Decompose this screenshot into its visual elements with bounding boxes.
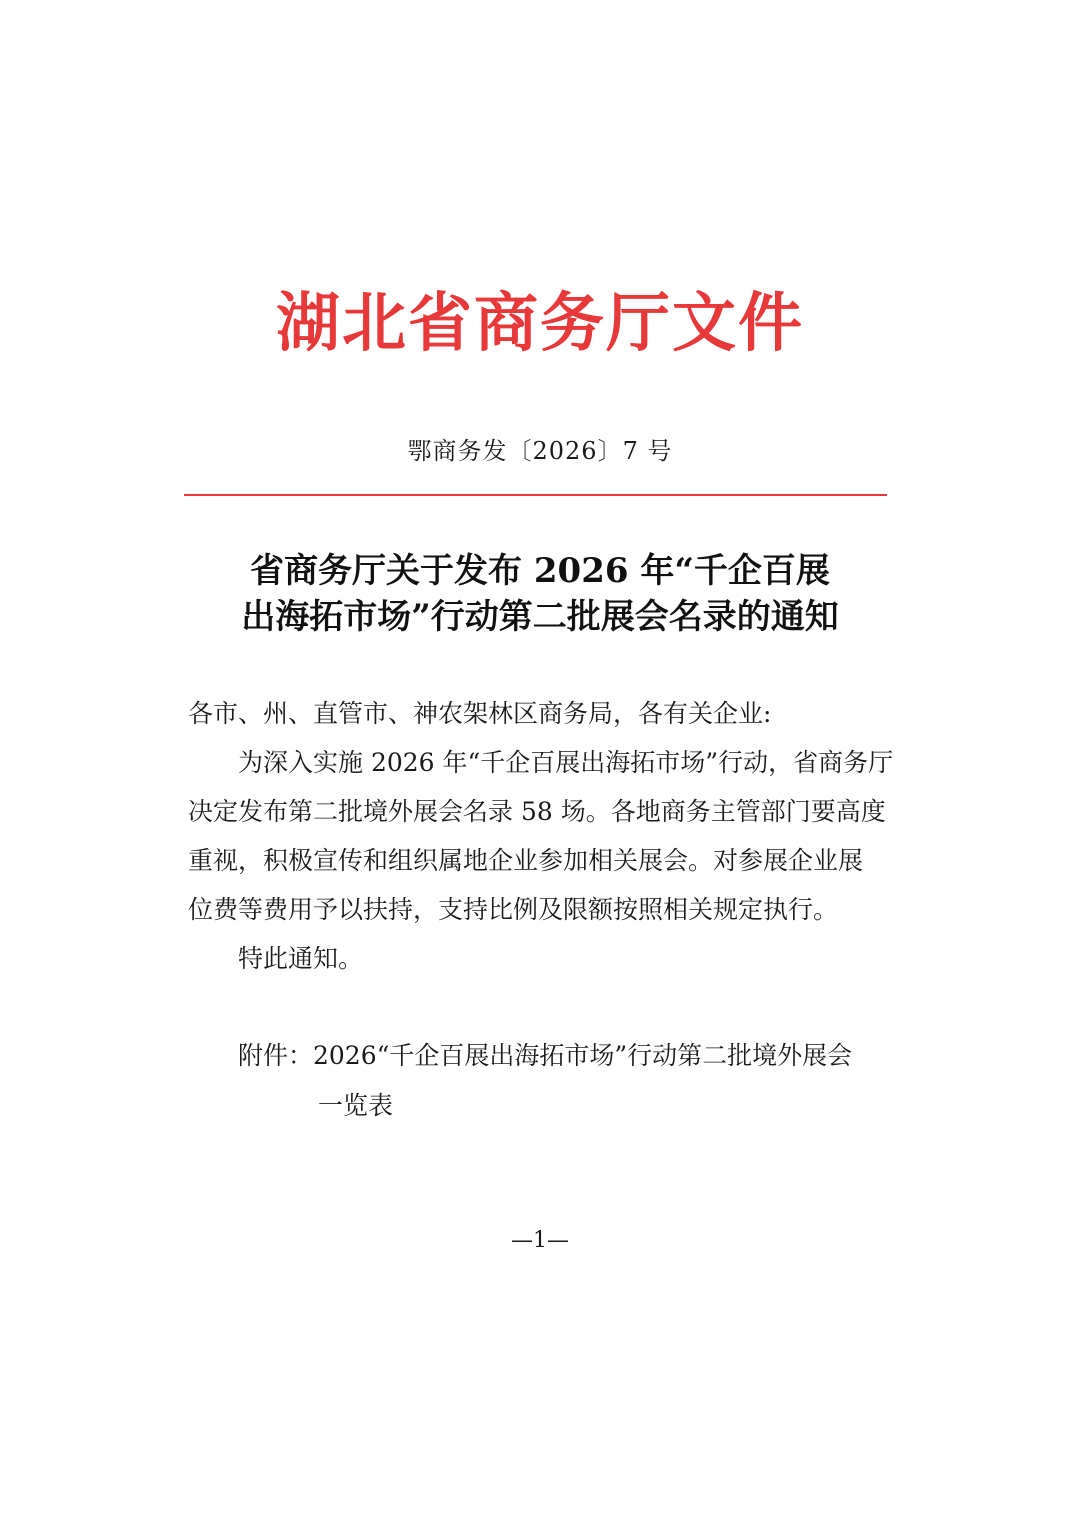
- red-divider-line: [184, 494, 887, 496]
- paragraph-line-3: 重视，积极宣传和组织属地企业参加相关展会。对参展企业展: [188, 846, 864, 875]
- paragraph-line-4: 位费等费用予以扶持，支持比例及限额按照相关规定执行。: [188, 895, 839, 924]
- notice-title-line-1: 省商务厅关于发布 2026 年“千企百展: [250, 551, 830, 591]
- notice-title: [0, 548, 1080, 640]
- attachment-line-2: 一览表: [318, 1091, 394, 1120]
- document-number: 鄂商务发〔2026〕7 号: [407, 437, 673, 465]
- page-number: —1—: [511, 1228, 569, 1253]
- notice-title-line-2: 出海拓市场”行动第二批展会名录的通知: [241, 597, 839, 637]
- salutation: 各市、州、直管市、神农架林区商务局，各有关企业:: [188, 699, 772, 728]
- closing-line: 特此通知。: [238, 944, 364, 973]
- masthead-title: 湖北省商务厅文件: [276, 286, 804, 361]
- paragraph-line-1: 为深入实施 2026 年“千企百展出海拓市场”行动，省商务厅: [238, 748, 894, 777]
- attachment-line-1: 附件：2026“千企百展出海拓市场”行动第二批境外展会: [238, 1041, 853, 1070]
- paragraph-line-2: 决定发布第二批境外展会名录 58 场。各地商务主管部门要高度: [188, 797, 886, 826]
